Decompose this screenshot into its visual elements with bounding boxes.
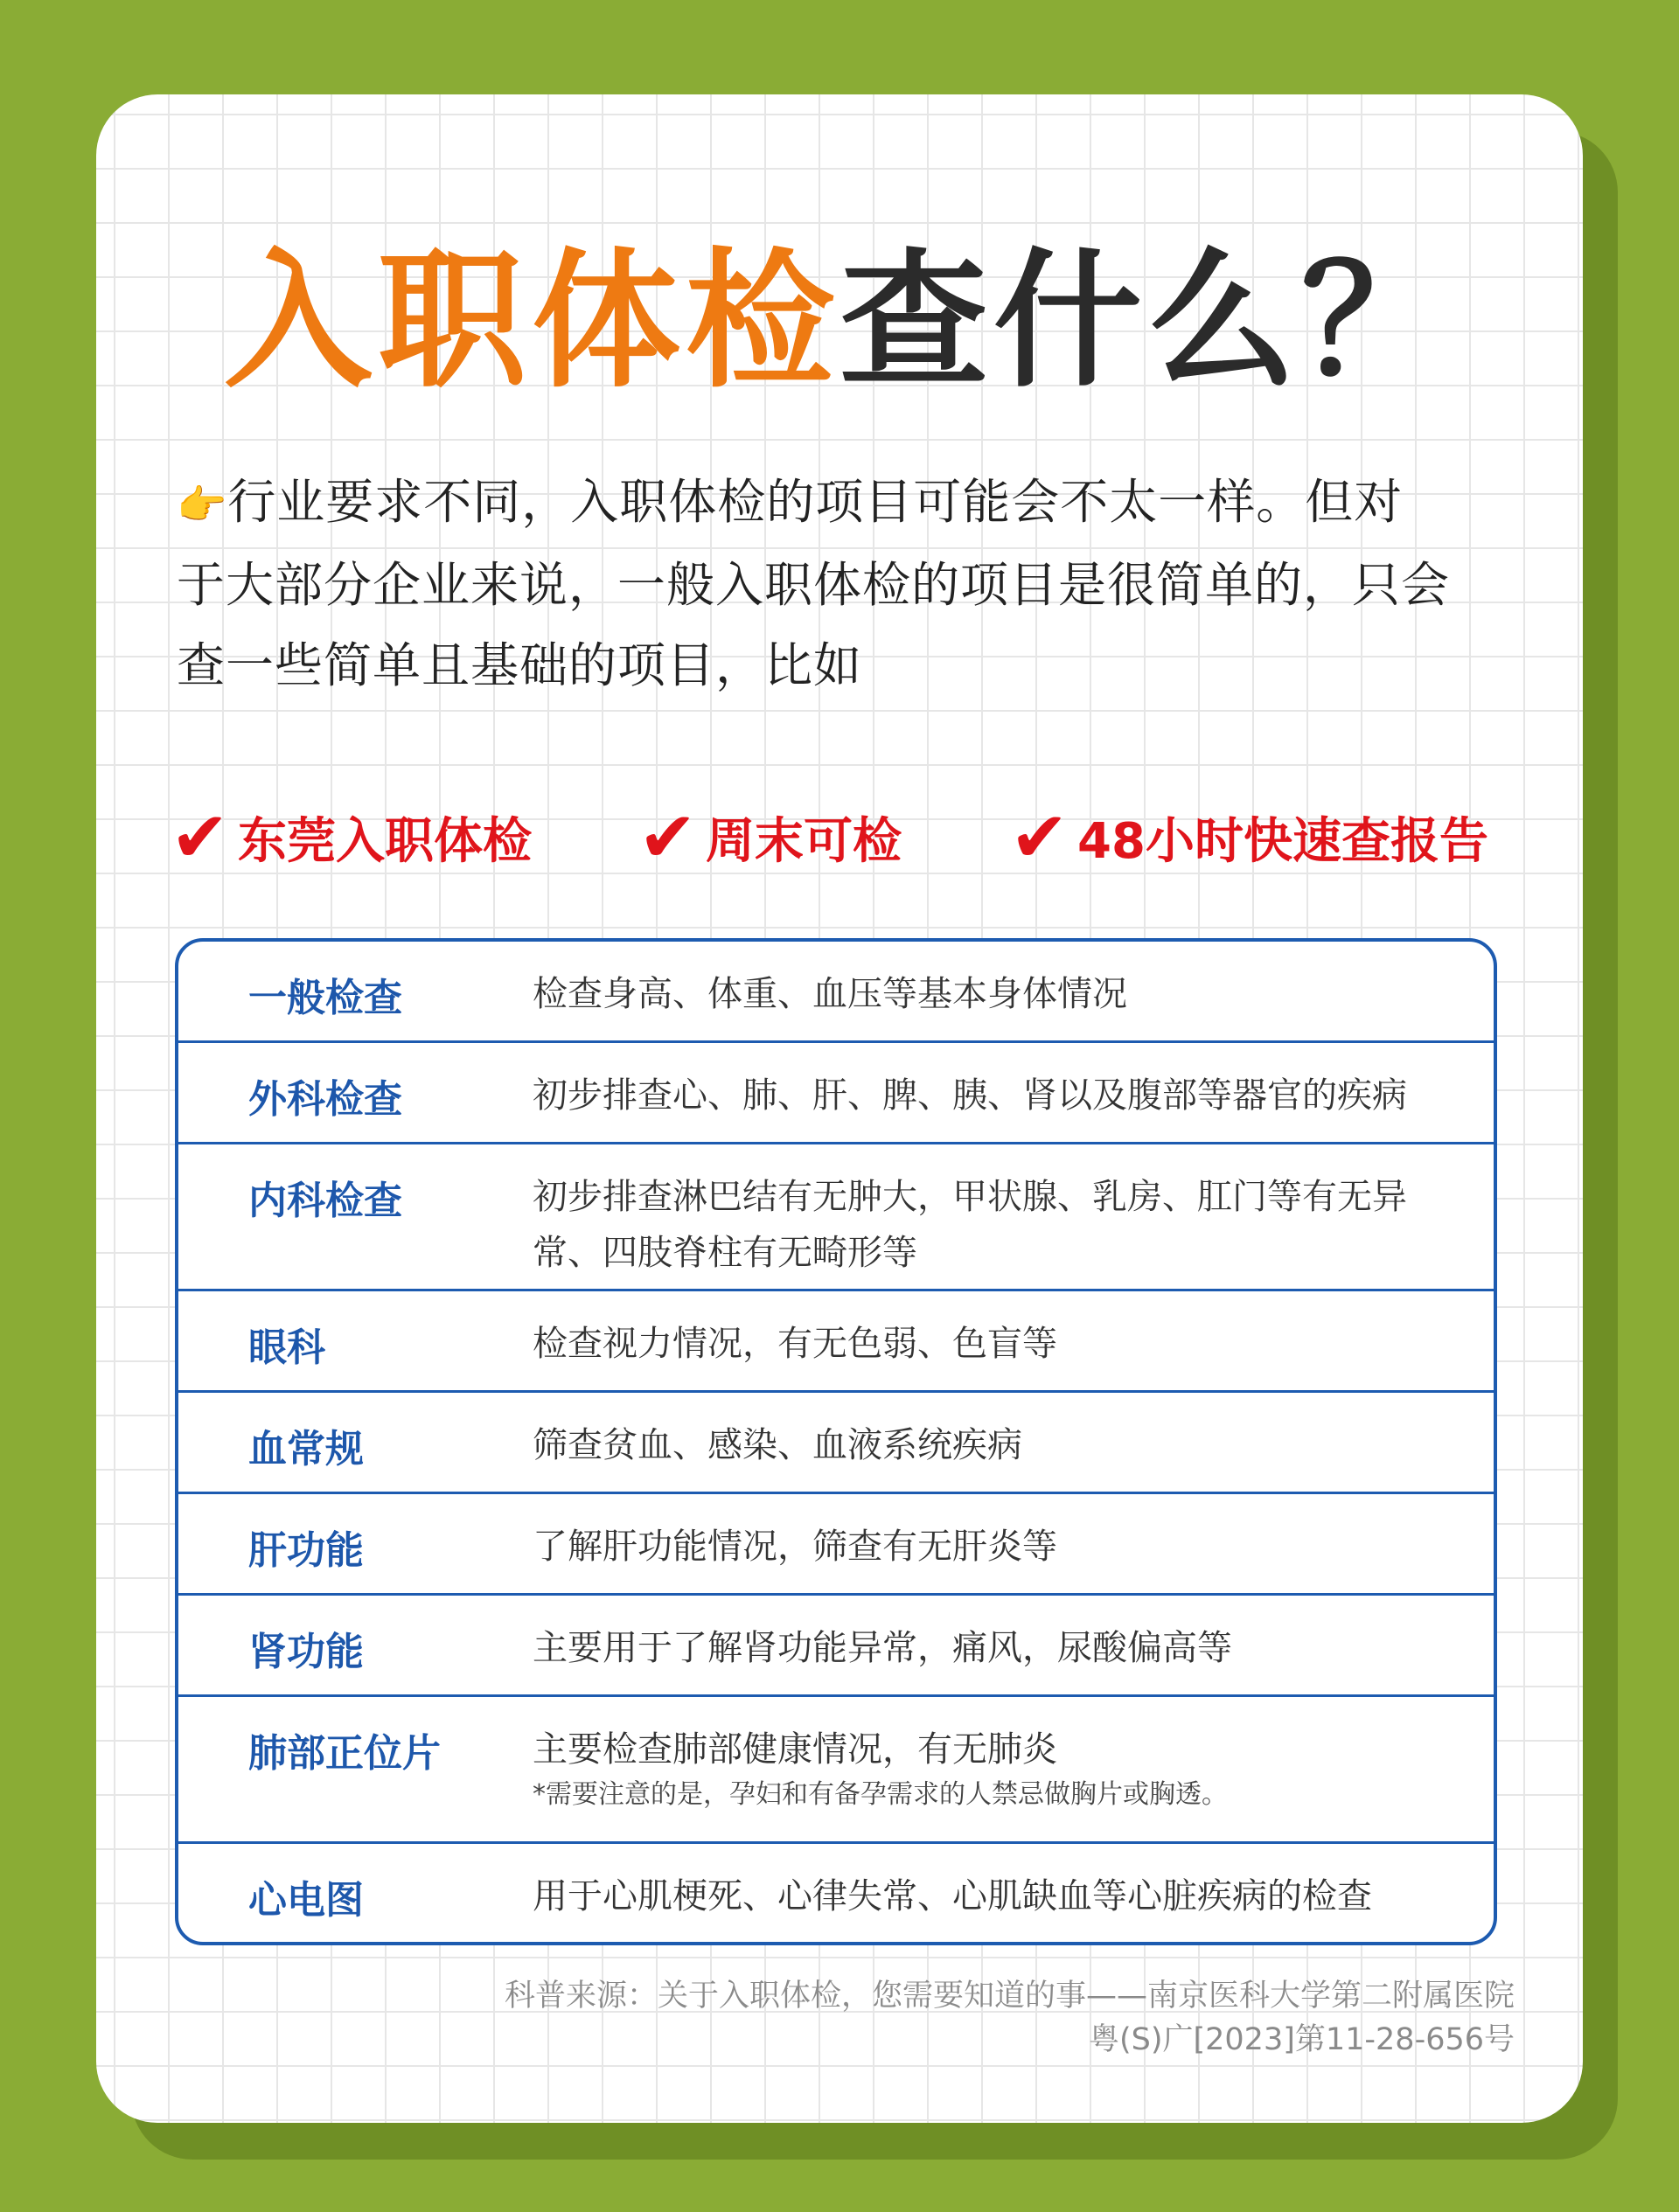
exam-desc: 主要检查肺部健康情况，有无肺炎 bbox=[533, 1729, 1057, 1770]
feature-item bbox=[171, 794, 532, 881]
feature-list bbox=[171, 794, 1535, 881]
pointing-hand-icon: 👉 bbox=[177, 481, 228, 528]
exam-desc: 检查视力情况，有无色弱、色盲等 bbox=[533, 1324, 1057, 1364]
exam-name: 血常规 bbox=[248, 1427, 364, 1471]
exam-desc: 初步排查淋巴结有无肿大，甲状腺、乳房、肛门等有无异常、四肢脊柱有无畸形等 bbox=[533, 1177, 1407, 1273]
exam-desc: 主要用于了解肾功能异常，痛风，尿酸偏高等 bbox=[533, 1628, 1232, 1668]
title-highlight: 入职体检 bbox=[223, 235, 840, 408]
poster-card bbox=[96, 94, 1583, 2123]
license-line: 粤(S)广[2023]第11-28-656号 bbox=[1088, 2022, 1515, 2057]
table-row bbox=[178, 942, 1494, 1043]
exam-table bbox=[175, 938, 1497, 1945]
table-row bbox=[178, 1144, 1494, 1291]
feature-label: 48小时快速查报告 bbox=[1077, 813, 1488, 870]
exam-desc: 检查身高、体重、血压等基本身体情况 bbox=[533, 974, 1127, 1014]
exam-desc-block bbox=[533, 1722, 1468, 1812]
intro-line-1: 行业要求不同，入职体检的项目可能会不太一样。但对 bbox=[227, 474, 1404, 530]
exam-name: 内科检查 bbox=[248, 1179, 402, 1223]
exam-name: 外科检查 bbox=[248, 1077, 402, 1122]
intro-line-3: 查一些简单且基础的项目，比如 bbox=[177, 637, 863, 693]
feature-item bbox=[638, 794, 902, 881]
check-icon: ✔ bbox=[1010, 796, 1069, 878]
table-row bbox=[178, 1596, 1494, 1697]
exam-note: *需要注意的是，孕妇和有备孕需求的人禁忌做胸片或胸透。 bbox=[533, 1779, 1228, 1810]
exam-name: 肺部正位片 bbox=[248, 1731, 441, 1776]
exam-name: 眼科 bbox=[248, 1325, 325, 1370]
exam-name: 一般检查 bbox=[248, 976, 402, 1020]
table-row bbox=[178, 1494, 1494, 1596]
table-row bbox=[178, 1393, 1494, 1494]
check-icon: ✔ bbox=[171, 796, 230, 878]
exam-name: 心电图 bbox=[248, 1878, 364, 1923]
source-citation bbox=[505, 1974, 1515, 2062]
feature-label: 东莞入职体检 bbox=[238, 813, 533, 870]
exam-desc: 了解肝功能情况，筛查有无肝炎等 bbox=[533, 1527, 1057, 1567]
page-title bbox=[96, 226, 1583, 418]
exam-name: 肾功能 bbox=[248, 1630, 364, 1674]
table-row bbox=[178, 1697, 1494, 1844]
title-rest: 查什么？ bbox=[840, 235, 1456, 408]
intro-paragraph bbox=[177, 462, 1532, 706]
exam-desc: 初步排查心、肺、肝、脾、胰、肾以及腹部等器官的疾病 bbox=[533, 1075, 1407, 1116]
feature-item bbox=[1010, 794, 1488, 881]
feature-label: 周末可检 bbox=[706, 813, 902, 870]
exam-name: 肝功能 bbox=[248, 1528, 364, 1573]
check-icon: ✔ bbox=[638, 796, 698, 878]
source-line-1: 科普来源：关于入职体检，您需要知道的事——南京医科大学第二附属医院 bbox=[504, 1979, 1515, 2014]
table-row bbox=[178, 1043, 1494, 1144]
table-row bbox=[178, 1291, 1494, 1393]
exam-desc: 筛查贫血、感染、血液系统疾病 bbox=[533, 1425, 1022, 1465]
intro-line-2: 于大部分企业来说，一般入职体检的项目是很简单的，只会 bbox=[177, 557, 1451, 613]
exam-desc: 用于心肌梗死、心律失常、心肌缺血等心脏疾病的检查 bbox=[533, 1876, 1372, 1916]
table-row bbox=[178, 1844, 1494, 1942]
